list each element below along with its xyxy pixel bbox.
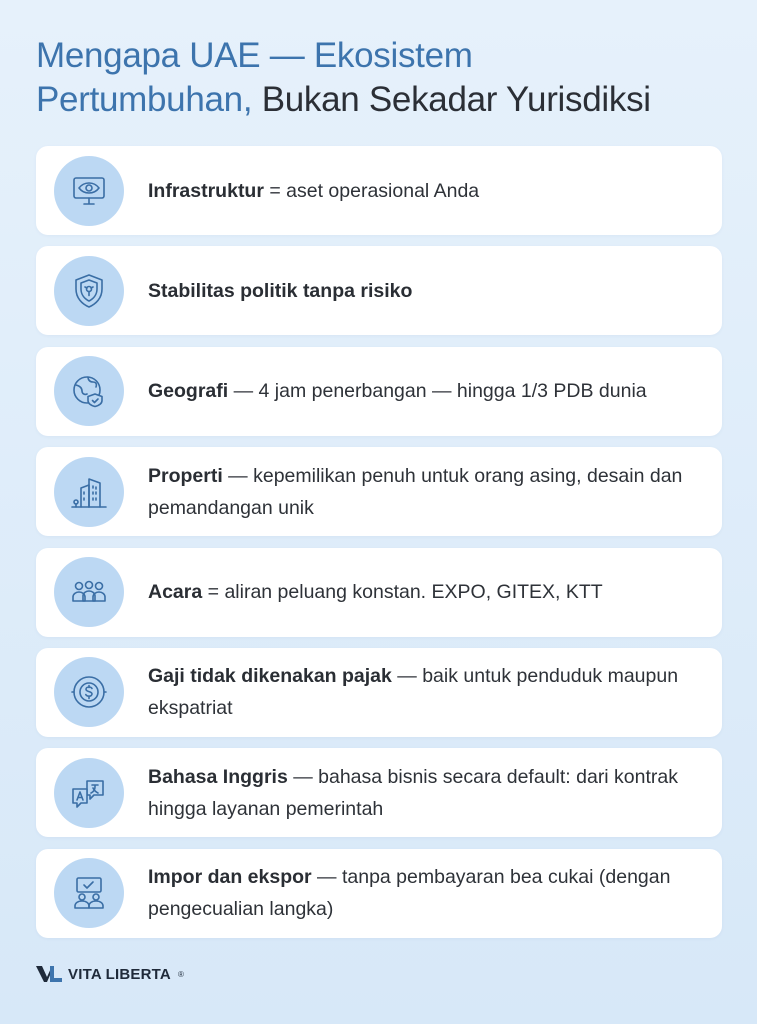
benefit-rest: — tanpa pembayaran bea cukai (dengan pengecualian langka) — [148, 866, 671, 921]
globe-shield-icon — [54, 356, 124, 426]
benefit-bold: Properti — [148, 464, 223, 487]
title-dark: Bukan Sekadar Yurisdiksi — [261, 80, 651, 119]
benefit-rest: = aliran peluang konstan. EXPO, GITEX, KTT — [202, 581, 603, 604]
benefit-bold: Geografi — [148, 380, 229, 403]
benefits-list — [36, 146, 722, 949]
benefit-bold: Acara — [148, 581, 203, 604]
shield-icon — [54, 256, 124, 326]
title-line-2 — [36, 78, 726, 122]
benefit-card-salary — [36, 648, 722, 737]
logo-text: VITA LIBERTA — [68, 965, 171, 983]
benefit-bold: Gaji tidak dikenakan pajak — [148, 665, 392, 688]
benefit-text — [148, 246, 698, 335]
benefit-rest: — baik untuk penduduk maupun ekspatriat — [148, 665, 679, 720]
benefit-card-english — [36, 748, 722, 837]
benefit-text — [148, 447, 698, 536]
benefit-text — [148, 548, 698, 637]
benefit-text — [148, 347, 698, 436]
import-export-icon — [54, 858, 124, 928]
benefit-rest: — kepemilikan penuh untuk orang asing, desain dan pemandangan unik — [148, 464, 683, 519]
benefit-text — [148, 748, 698, 837]
vita-liberta-logo-icon — [36, 965, 62, 983]
title-accent-1: Mengapa UAE — Ekosistem — [36, 36, 473, 75]
benefit-bold: Bahasa Inggris — [148, 765, 288, 788]
title-line-1 — [36, 34, 726, 78]
benefit-text — [148, 648, 698, 737]
dollar-coin-icon — [54, 657, 124, 727]
logo-registered-mark: ® — [177, 969, 184, 979]
benefit-card-infrastructure — [36, 146, 722, 235]
benefit-rest: — bahasa bisnis secara default: dari kontrak hingga layanan pemerintah — [148, 765, 679, 820]
brand-logo — [36, 965, 184, 983]
page-title — [36, 34, 726, 122]
buildings-icon — [54, 457, 124, 527]
benefit-card-import-export — [36, 849, 722, 938]
benefit-text — [148, 146, 698, 235]
title-accent-2: Pertumbuhan, — [36, 80, 253, 119]
benefit-rest: = aset operasional Anda — [263, 179, 480, 202]
people-group-icon — [54, 557, 124, 627]
benefit-rest: — 4 jam penerbangan — hingga 1/3 PDB dunia — [228, 380, 647, 403]
benefit-text — [148, 849, 698, 938]
benefit-card-property — [36, 447, 722, 536]
translate-icon — [54, 758, 124, 828]
monitor-eye-icon — [54, 156, 124, 226]
benefit-bold: Infrastruktur — [148, 179, 264, 202]
benefit-card-stability — [36, 246, 722, 335]
benefit-card-events — [36, 548, 722, 637]
benefit-bold: Stabilitas politik tanpa risiko — [148, 279, 413, 302]
benefit-bold: Impor dan ekspor — [148, 866, 312, 889]
benefit-card-geography — [36, 347, 722, 436]
